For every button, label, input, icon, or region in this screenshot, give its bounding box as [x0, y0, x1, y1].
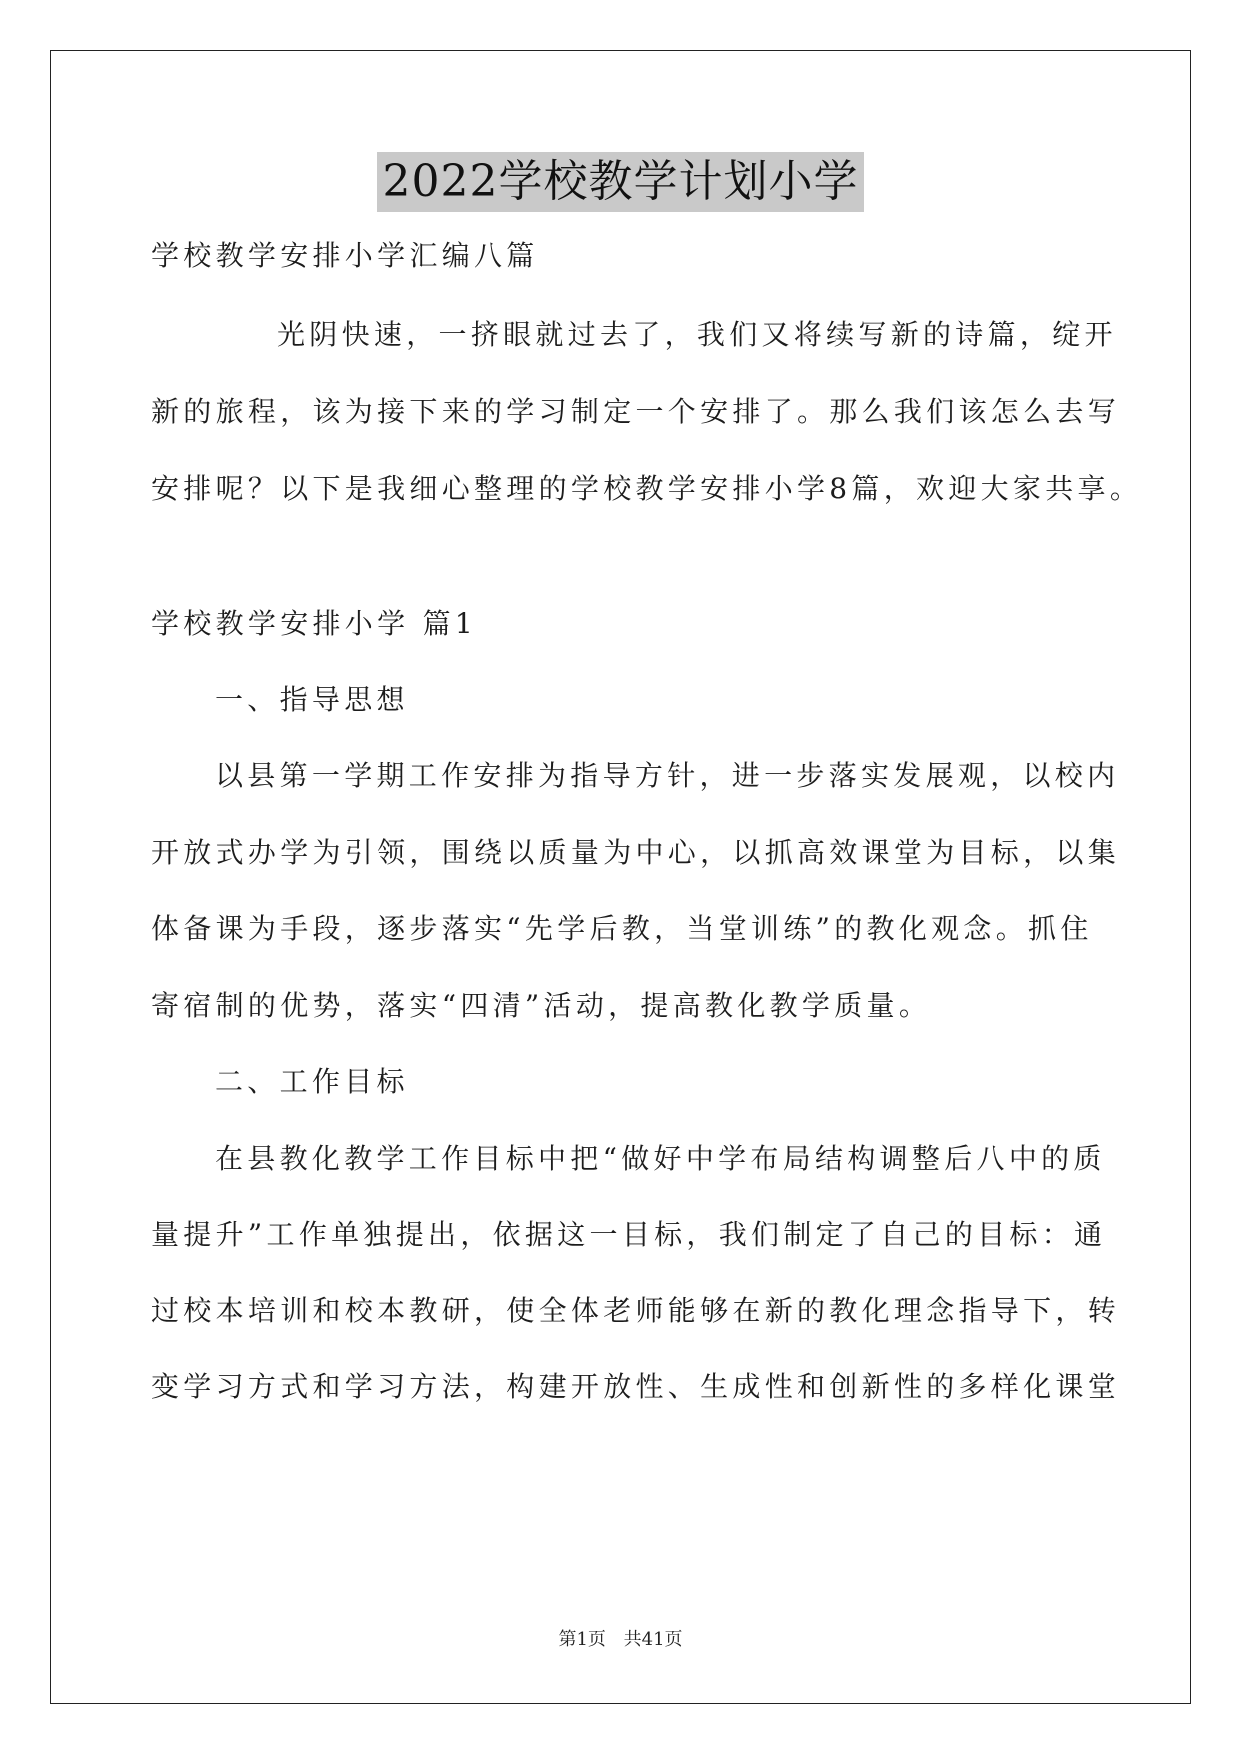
paragraph-line: 寄宿制的优势，落实“四清”活动，提高教化教学质量。 [151, 989, 932, 1022]
intro-line: 光阴快速，一挤眼就过去了，我们又将续写新的诗篇，绽开 [277, 318, 1117, 351]
paragraph-line: 量提升”工作单独提出，依据这一目标，我们制定了自己的目标：通 [151, 1218, 1107, 1251]
page-border [50, 50, 1191, 1704]
paragraph-line: 在县教化教学工作目标中把“做好中学布局结构调整后八中的质 [215, 1142, 1106, 1175]
title-container [0, 152, 1241, 212]
document-subtitle: 学校教学安排小学汇编八篇 [151, 239, 539, 272]
document-title: 2022学校教学计划小学 [377, 152, 865, 212]
paragraph-line: 开放式办学为引领，围绕以质量为中心，以抓高效课堂为目标，以集 [151, 836, 1121, 869]
paragraph-line: 过校本培训和校本教研，使全体老师能够在新的教化理念指导下，转 [151, 1294, 1121, 1327]
heading-work-goals: 二、工作目标 [215, 1065, 409, 1098]
section-heading: 学校教学安排小学 篇1 [151, 607, 478, 640]
page-total: 共41页 [623, 1629, 683, 1650]
paragraph-line: 以县第一学期工作安排为指导方针，进一步落实发展观，以校内 [215, 759, 1120, 792]
page-footer [0, 1628, 1241, 1652]
paragraph-line: 体备课为手段，逐步落实“先学后教，当堂训练”的教化观念。抓住 [151, 912, 1093, 945]
intro-line: 安排呢？以下是我细心整理的学校教学安排小学8篇，欢迎大家共享。 [151, 472, 1143, 505]
heading-guiding-ideology: 一、指导思想 [215, 683, 409, 716]
paragraph-line: 变学习方式和学习方法，构建开放性、生成性和创新性的多样化课堂 [151, 1370, 1121, 1403]
page-number: 第1页 [558, 1629, 606, 1650]
intro-line: 新的旅程，该为接下来的学习制定一个安排了。那么我们该怎么去写 [151, 395, 1121, 428]
